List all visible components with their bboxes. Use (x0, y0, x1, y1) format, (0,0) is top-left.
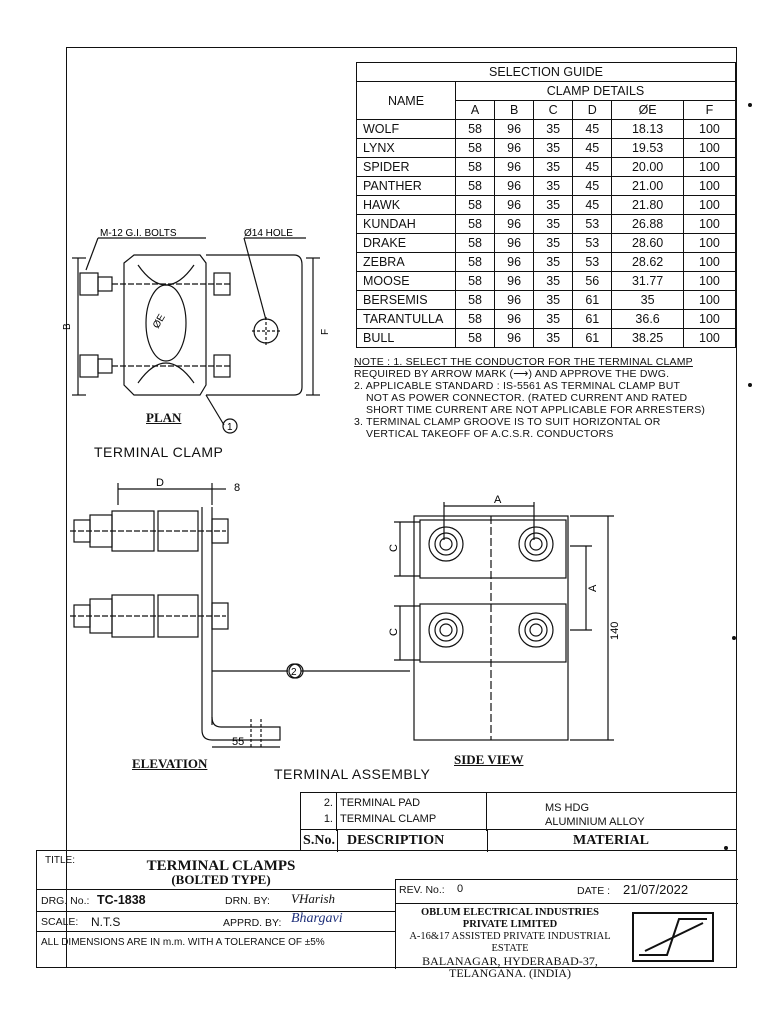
selection-guide-table (356, 62, 736, 348)
margin-dot (732, 636, 736, 640)
table-row (357, 139, 736, 158)
dim-8: 8 (234, 482, 241, 494)
cell-a: 58 (456, 177, 495, 196)
dim-f: F (320, 328, 331, 335)
conductor-name: TARANTULLA (357, 310, 456, 329)
cell-c: 35 (534, 139, 573, 158)
notes-block (354, 356, 738, 440)
dim-c-lower: C (388, 628, 400, 636)
note-line-3: 2. APPLICABLE STANDARD : IS-5561 AS TERMINAL CLAMP BUT (354, 380, 681, 392)
cell-e: 35 (612, 291, 684, 310)
cell-d: 56 (573, 272, 612, 291)
column-header: ØE (612, 101, 684, 120)
table-row (357, 234, 736, 253)
hole-label: Ø14 HOLE (244, 228, 293, 239)
rev-no: 0 (457, 883, 464, 895)
cell-e: 26.88 (612, 215, 684, 234)
selection-guide-body (357, 120, 736, 348)
cell-a: 58 (456, 291, 495, 310)
title-divider-h1 (37, 889, 395, 890)
table-row (357, 272, 736, 291)
bom-sno-header: S.No. (303, 833, 335, 848)
conductor-name: PANTHER (357, 177, 456, 196)
side-view-label: SIDE VIEW (454, 752, 524, 767)
balloon-1-label: 1 (227, 422, 233, 433)
bom-header-row (300, 829, 737, 851)
cell-b: 96 (495, 329, 534, 348)
cell-a: 58 (456, 120, 495, 139)
scale-value: N.T.S (91, 915, 121, 929)
title-divider-v (395, 879, 396, 969)
conductor-name: KUNDAH (357, 215, 456, 234)
drg-label: DRG. No.: (41, 895, 90, 907)
cell-d: 53 (573, 253, 612, 272)
balloon-2-label: 2 (291, 667, 297, 678)
cell-f: 100 (683, 120, 735, 139)
cell-b: 96 (495, 253, 534, 272)
cell-d: 45 (573, 177, 612, 196)
column-header: F (683, 101, 735, 120)
cell-e: 19.53 (612, 139, 684, 158)
dim-c-upper: C (388, 544, 400, 552)
cell-c: 35 (534, 291, 573, 310)
cell-a: 58 (456, 139, 495, 158)
title-label: TITLE: (45, 855, 76, 866)
table-row (357, 291, 736, 310)
cell-e: 28.60 (612, 234, 684, 253)
conductor-name: WOLF (357, 120, 456, 139)
clamp-details-header: CLAMP DETAILS (456, 82, 736, 101)
cell-e: 20.00 (612, 158, 684, 177)
title-line-1: TERMINAL CLAMPS (146, 858, 296, 874)
arrow-mark-icon: ⟶ (513, 368, 529, 380)
conductor-name: DRAKE (357, 234, 456, 253)
title-line-2: (BOLTED TYPE) (171, 872, 271, 887)
apprd-by-signature: Bhargavi (291, 911, 343, 926)
bom-mat-col (487, 793, 737, 831)
cell-a: 58 (456, 310, 495, 329)
note-line-2a: REQUIRED BY ARROW MARK ( (354, 368, 514, 380)
conductor-name: SPIDER (357, 158, 456, 177)
cell-a: 58 (456, 234, 495, 253)
bom-sno-1: 1. (323, 813, 333, 825)
plan-view-drawing (62, 225, 356, 465)
table-row (357, 120, 736, 139)
date-value: 21/07/2022 (623, 882, 689, 897)
bom-divider-2 (487, 830, 488, 852)
note-line-7: VERTICAL TAKEOFF OF A.C.S.R. CONDUCTORS (366, 428, 614, 440)
bom-desc-1: TERMINAL CLAMP (340, 813, 437, 825)
bom-divider-1 (337, 830, 338, 852)
cell-a: 58 (456, 215, 495, 234)
company-address-1: A-16&17 ASSISTED PRIVATE INDUSTRIAL ESTATE (409, 931, 611, 954)
cell-b: 96 (495, 196, 534, 215)
cell-b: 96 (495, 177, 534, 196)
column-header: D (573, 101, 612, 120)
cell-c: 35 (534, 310, 573, 329)
rev-label: REV. No.: (399, 884, 445, 896)
note-line-2b: ) AND APPROVE THE DWG. (528, 368, 670, 380)
table-row (357, 215, 736, 234)
cell-c: 35 (534, 177, 573, 196)
side-view-drawing (380, 492, 620, 752)
cell-d: 53 (573, 215, 612, 234)
cell-c: 35 (534, 196, 573, 215)
company-block (399, 907, 621, 979)
title-block (36, 850, 737, 980)
bom-desc-header: DESCRIPTION (347, 833, 445, 848)
bom-desc-2: TERMINAL PAD (340, 797, 421, 809)
cell-e: 28.62 (612, 253, 684, 272)
tolerance-note: ALL DIMENSIONS ARE IN m.m. WITH A TOLERANCE OF ±5% (41, 937, 325, 948)
dim-a-side: A (587, 584, 599, 592)
note-line-6: 3. TERMINAL CLAMP GROOVE IS TO SUIT HORIZONTAL OR (354, 416, 661, 428)
cell-e: 36.6 (612, 310, 684, 329)
drn-label: DRN. BY: (225, 895, 270, 907)
cell-f: 100 (683, 158, 735, 177)
date-label: DATE : (577, 885, 611, 897)
bom-rows (300, 792, 737, 830)
dim-55: 55 (232, 736, 245, 748)
company-address-3: TELANGANA. (INDIA) (449, 966, 571, 980)
cell-d: 61 (573, 291, 612, 310)
cell-b: 96 (495, 139, 534, 158)
title-divider-company (395, 903, 738, 904)
company-address-2: BALANAGAR, HYDERABAD-37, (422, 954, 598, 968)
cell-f: 100 (683, 177, 735, 196)
dim-140: 140 (609, 621, 621, 640)
bom-mat-2: MS HDG (545, 802, 589, 814)
cell-b: 96 (495, 310, 534, 329)
cell-b: 96 (495, 215, 534, 234)
terminal-assembly-caption: TERMINAL ASSEMBLY (274, 766, 431, 782)
name-header: NAME (357, 82, 456, 120)
cell-b: 96 (495, 158, 534, 177)
margin-dot (748, 383, 752, 387)
cell-a: 58 (456, 196, 495, 215)
cell-f: 100 (683, 253, 735, 272)
conductor-name: MOOSE (357, 272, 456, 291)
cell-b: 96 (495, 120, 534, 139)
cell-c: 35 (534, 329, 573, 348)
cell-d: 61 (573, 310, 612, 329)
conductor-name: BERSEMIS (357, 291, 456, 310)
cell-d: 45 (573, 196, 612, 215)
bom-sno-col (301, 793, 337, 831)
cell-e: 21.80 (612, 196, 684, 215)
cell-c: 35 (534, 120, 573, 139)
bom-desc-col (337, 793, 487, 831)
cell-f: 100 (683, 139, 735, 158)
cell-a: 58 (456, 253, 495, 272)
cell-e: 38.25 (612, 329, 684, 348)
cell-f: 100 (683, 272, 735, 291)
note-line-5: SHORT TIME CURRENT ARE NOT APPLICABLE FOR ARRESTERS) (366, 404, 706, 416)
cell-e: 31.77 (612, 272, 684, 291)
conductor-name: HAWK (357, 196, 456, 215)
cell-c: 35 (534, 253, 573, 272)
cell-c: 35 (534, 272, 573, 291)
cell-f: 100 (683, 215, 735, 234)
table-row (357, 158, 736, 177)
note-line-4: NOT AS POWER CONNECTOR. (RATED CURRENT AND RATED (366, 392, 688, 404)
cell-c: 35 (534, 234, 573, 253)
cell-d: 45 (573, 158, 612, 177)
conductor-name: ZEBRA (357, 253, 456, 272)
cell-d: 45 (573, 120, 612, 139)
cell-b: 96 (495, 234, 534, 253)
dim-e: ØE (151, 312, 168, 331)
cell-f: 100 (683, 234, 735, 253)
cell-d: 61 (573, 329, 612, 348)
title-divider-right (395, 879, 738, 880)
table-row (357, 177, 736, 196)
bom-sno-2: 2. (323, 797, 333, 809)
cell-a: 58 (456, 158, 495, 177)
scale-label: SCALE: (41, 916, 79, 928)
cell-b: 96 (495, 291, 534, 310)
company-logo-icon (631, 911, 715, 963)
terminal-clamp-caption: TERMINAL CLAMP (94, 444, 224, 460)
title-divider-h3 (37, 931, 395, 932)
cell-f: 100 (683, 291, 735, 310)
note-line-1: NOTE : 1. SELECT THE CONDUCTOR FOR THE TERMINAL CLAMP (354, 356, 693, 368)
conductor-name: LYNX (357, 139, 456, 158)
margin-dot (748, 103, 752, 107)
cell-f: 100 (683, 310, 735, 329)
bom-mat-header: MATERIAL (573, 833, 649, 848)
elevation-view-drawing (66, 475, 296, 760)
cell-e: 21.00 (612, 177, 684, 196)
cell-b: 96 (495, 272, 534, 291)
bom-mat-1: ALUMINIUM ALLOY (545, 816, 645, 828)
selection-guide-title: SELECTION GUIDE (357, 63, 736, 82)
conductor-name: BULL (357, 329, 456, 348)
drawing-title (121, 859, 321, 887)
cell-e: 18.13 (612, 120, 684, 139)
bolts-label: M-12 G.I. BOLTS (100, 228, 177, 239)
column-header: B (495, 101, 534, 120)
dim-a-top: A (494, 494, 502, 506)
cell-f: 100 (683, 329, 735, 348)
column-header: C (534, 101, 573, 120)
table-row (357, 310, 736, 329)
table-row (357, 196, 736, 215)
drg-no: TC-1838 (97, 893, 146, 907)
dim-d: D (156, 477, 164, 489)
cell-a: 58 (456, 329, 495, 348)
column-header: A (456, 101, 495, 120)
cell-f: 100 (683, 196, 735, 215)
drn-by-signature: VHarish (291, 891, 336, 906)
company-name: OBLUM ELECTRICAL INDUSTRIES PRIVATE LIMITED (421, 907, 599, 930)
cell-a: 58 (456, 272, 495, 291)
table-row (357, 253, 736, 272)
plan-label: PLAN (146, 410, 182, 425)
cell-d: 53 (573, 234, 612, 253)
cell-d: 45 (573, 139, 612, 158)
cell-c: 35 (534, 158, 573, 177)
table-row (357, 329, 736, 348)
elevation-label: ELEVATION (132, 756, 208, 771)
cell-c: 35 (534, 215, 573, 234)
apprd-label: APPRD. BY: (223, 917, 282, 929)
margin-dot (724, 846, 728, 850)
dim-b: B (62, 323, 73, 330)
